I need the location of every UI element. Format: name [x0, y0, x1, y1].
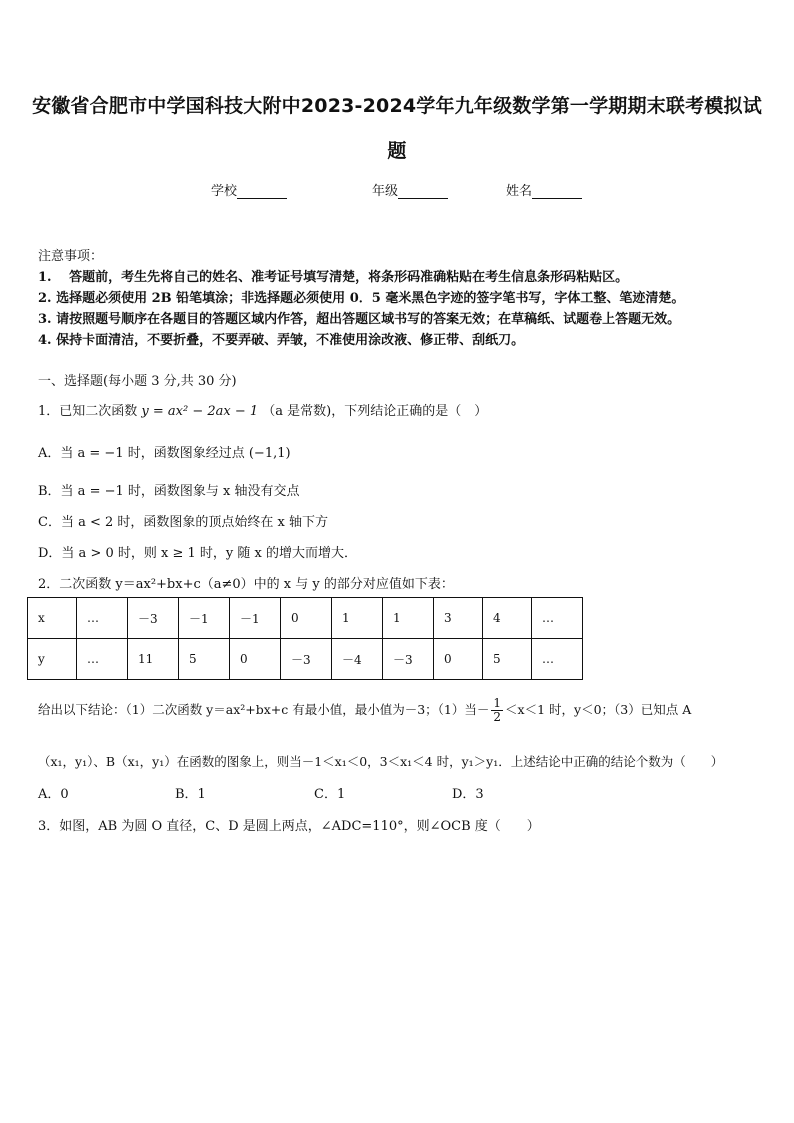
note-item-3: 3. 请按照题号顺序在各题目的答题区域内作答，超出答题区域书写的答案无效；在草稿纸、试题卷上答题无效。 — [38, 312, 681, 327]
table-cell: 5 — [483, 639, 532, 680]
table-cell: … — [532, 639, 583, 680]
q2-option-b: B．1 — [175, 787, 206, 802]
question-2-stem: 2．二次函数 y＝ax²+bx+c（a≠0）中的 x 与 y 的部分对应值如下表： — [38, 577, 454, 592]
table-cell: －1 — [179, 598, 230, 639]
school-label: 学校 — [211, 184, 238, 199]
table-cell: 0 — [281, 598, 332, 639]
q1-stem-a: 1．已知二次函数 — [38, 404, 138, 419]
q2-line1-b: ＜x＜1 时，y＜0；（3）已知点 A — [505, 702, 692, 717]
table-cell: … — [77, 598, 128, 639]
grade-blank — [398, 184, 448, 199]
table-cell: 3 — [434, 598, 483, 639]
table-cell: 11 — [128, 639, 179, 680]
table-cell: 1 — [383, 598, 434, 639]
table-cell: －4 — [332, 639, 383, 680]
question-1-stem — [38, 400, 487, 419]
table-row-y — [28, 639, 583, 680]
table-cell: －3 — [128, 598, 179, 639]
table-cell: 1 — [332, 598, 383, 639]
q2-option-c: C．1 — [314, 787, 346, 802]
q1-option-b: B．当 a = −1 时，函数图象与 x 轴没有交点 — [38, 484, 300, 499]
table-cell: 0 — [434, 639, 483, 680]
school-field — [211, 180, 287, 199]
q1-formula: y = ax² − 2ax − 1 — [141, 404, 259, 419]
fraction-numerator: 1 — [493, 696, 502, 710]
table-cell: y — [28, 639, 77, 680]
q1-stem-b: （a 是常数)，下列结论正确的是（ ） — [262, 404, 488, 419]
table-cell: －3 — [281, 639, 332, 680]
table-cell: 4 — [483, 598, 532, 639]
q2-line1-a: 给出以下结论：（1）二次函数 y＝ax²+bx+c 有最小值，最小值为－3；（1）当－ — [38, 702, 490, 717]
name-label: 姓名 — [506, 184, 533, 199]
fraction-half — [491, 697, 503, 724]
fraction-denominator: 2 — [493, 710, 502, 724]
table-cell: … — [532, 598, 583, 639]
value-table — [27, 597, 583, 680]
note-item-2: 2. 选择题必须使用 2B 铅笔填涂；非选择题必须使用 0．5 毫米黑色字迹的签字笔书写，字体工整、笔迹清楚。 — [38, 291, 685, 306]
table-cell: －1 — [230, 598, 281, 639]
q2-option-a: A．0 — [38, 787, 69, 802]
q2-option-d: D．3 — [452, 787, 484, 802]
table-cell: －3 — [383, 639, 434, 680]
table-row-x — [28, 598, 583, 639]
name-blank — [532, 184, 582, 199]
question-3-stem: 3．如图，AB 为圆 O 直径，C、D 是圆上两点，∠ADC=110°，则∠OCB 度（ ） — [38, 819, 540, 834]
table-cell: 0 — [230, 639, 281, 680]
q1-option-d: D．当 a > 0 时，则 x ≥ 1 时，y 随 x 的增大而增大． — [38, 546, 357, 561]
q1-option-a: A．当 a = −1 时，函数图象经过点 (−1,1) — [38, 446, 291, 461]
q2-conclusions-line-2: （x₁，y₁）、B（x₁，y₁）在函数的图象上，则当－1＜x₁＜0，3＜x₁＜4 时，y₁＞y₁．上述结论中正确的结论个数为（ ） — [38, 754, 724, 769]
page-title: 安徽省合肥市中学国科技大附中2023-2024学年九年级数学第一学期期末联考模拟试题 — [32, 95, 762, 162]
notes-heading: 注意事项： — [38, 249, 104, 264]
q2-conclusions-line-1 — [38, 697, 691, 724]
table-cell: 5 — [179, 639, 230, 680]
school-blank — [237, 184, 287, 199]
grade-label: 年级 — [372, 184, 399, 199]
q1-option-c: C．当 a < 2 时，函数图象的顶点始终在 x 轴下方 — [38, 515, 328, 530]
table-cell: … — [77, 639, 128, 680]
note-item-4: 4. 保持卡面清洁，不要折叠，不要弄破、弄皱，不准使用涂改液、修正带、刮纸刀。 — [38, 333, 525, 348]
grade-field — [372, 180, 448, 199]
name-field — [506, 180, 582, 199]
note-item-1: 1. 答题前，考生先将自己的姓名、准考证号填写清楚，将条形码准确粘贴在考生信息条形码粘贴区。 — [38, 270, 629, 285]
table-cell: x — [28, 598, 77, 639]
section-heading: 一、选择题(每小题 3 分,共 30 分) — [38, 374, 237, 389]
